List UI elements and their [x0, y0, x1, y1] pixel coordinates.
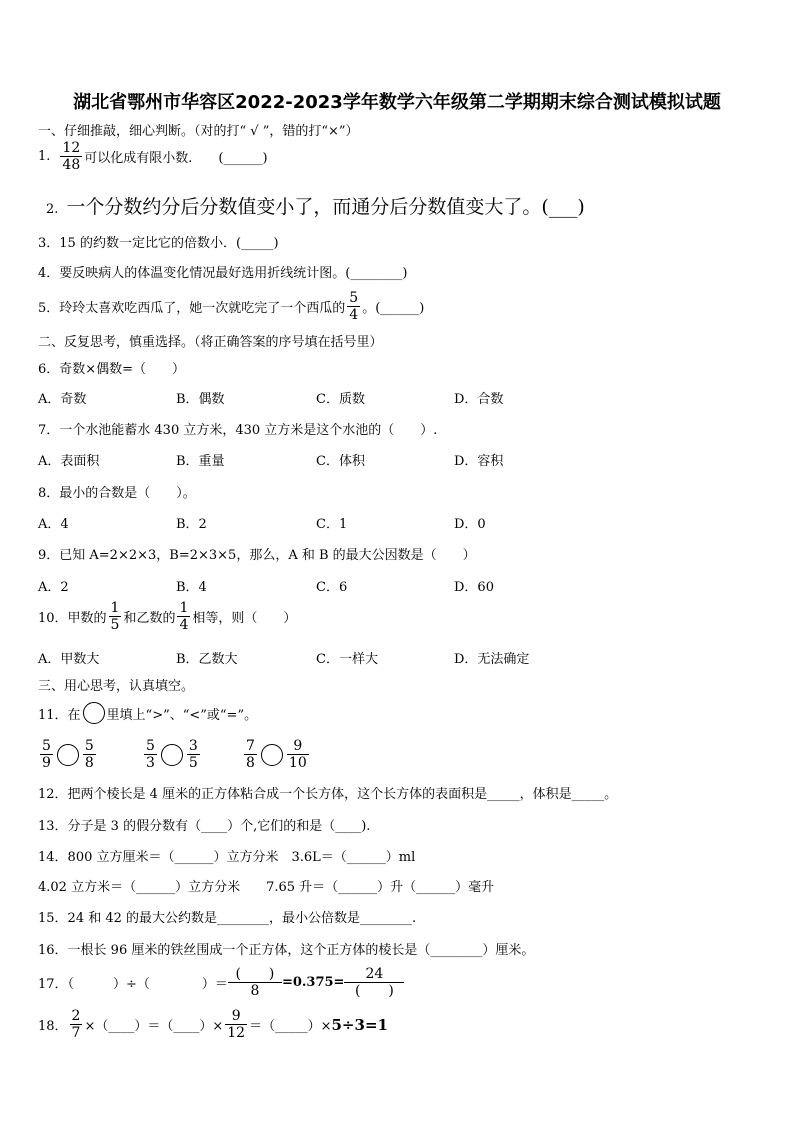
question-12: 12．把两个棱长是 4 厘米的正方体粘合成一个长方体，这个长方体的表面积是_____，体积是_____。: [38, 787, 618, 802]
question-8: 8．最小的合数是（ ）。: [38, 486, 196, 501]
q1-fraction: [60, 140, 82, 173]
q11-p1-right-num: 5: [84, 738, 94, 754]
q1-numerator: 12: [62, 140, 81, 156]
q11-text-start: 11．在: [38, 707, 81, 723]
q10-text-end: 相等，则（ ）: [192, 611, 297, 626]
q11-p2-right-den: 5: [188, 755, 198, 771]
q5-text: 5．玲玲太喜欢吃西瓜了，她一次就吃完了一个西瓜的: [38, 301, 346, 316]
q11-p1-left-den: 9: [42, 755, 51, 771]
q11-p2-right-fraction: [187, 738, 200, 771]
q11-p1-right-fraction: [83, 738, 96, 771]
q7-option-d: D．容积: [454, 454, 504, 469]
q10-f2-numerator: 1: [179, 600, 189, 616]
question-17: [38, 966, 404, 999]
q5-denominator: 4: [349, 307, 359, 323]
q8-option-d: D．0: [454, 517, 486, 532]
q18-fraction-2: [225, 1008, 247, 1041]
question-1: [38, 140, 268, 173]
q2-text: 一个分数约分后分数值变小了，而通分后分数值变大了。(___): [66, 196, 585, 218]
q10-f1-numerator: 1: [110, 600, 120, 616]
q11-p1-left-fraction: [40, 738, 53, 771]
question-14-part-1: 14．800 立方厘米＝（______）立方分米 3.6L＝（______）ml: [38, 850, 416, 865]
q9-option-d: D．60: [454, 580, 494, 595]
q18-f1-denominator: 7: [71, 1025, 81, 1041]
question-16: 16．一根长 96 厘米的铁丝围成一个正方体，这个正方体的棱长是（________）厘米。: [38, 943, 535, 958]
q17-f2-denominator: ( ): [344, 982, 404, 999]
q10-fraction-1: [109, 600, 122, 633]
q6-option-d: D．合数: [454, 392, 504, 407]
q11-p2-left-fraction: [144, 738, 157, 771]
q11-p3-left-fraction: [244, 738, 257, 771]
section-1-heading: 一、仔细推敲，细心判断。（对的打“ √ ”，错的打“×”）: [38, 124, 359, 139]
question-11: [38, 702, 257, 724]
q17-f2-numerator: 24: [365, 966, 384, 982]
q11-p2-right-num: 3: [188, 738, 198, 754]
q10-text-start: 10．甲数的: [38, 611, 107, 626]
q7-option-b: B．重量: [176, 454, 225, 469]
q18-text-end: 5÷3=1: [331, 1015, 388, 1034]
section-2-heading: 二、反复思考，慎重选择。（将正确答案的序号填在括号里）: [38, 335, 383, 350]
q1-number: 1.: [38, 149, 51, 164]
q11-comparison-3: [242, 738, 311, 771]
q10-f2-denominator: 4: [179, 617, 189, 633]
q18-fraction-1: [70, 1008, 83, 1041]
question-4: 4．要反映病人的体温变化情况最好选用折线统计图。(________): [38, 266, 408, 281]
q10-fraction-2: [177, 600, 190, 633]
q5-fraction: [347, 290, 360, 323]
q11-p1-right-den: 8: [84, 755, 94, 771]
question-15: 15．24 和 42 的最大公约数是________，最小公倍数是________.: [38, 911, 417, 926]
q17-f1-denominator: 8: [228, 982, 282, 999]
q11-p1-left-num: 5: [42, 738, 51, 754]
q17-fraction-2: [346, 966, 402, 999]
q17-text-start: 17．（ ）÷（ ）＝: [38, 977, 228, 992]
q18-f1-numerator: 2: [71, 1008, 81, 1024]
question-2: [46, 192, 585, 219]
question-14-part-2: 4.02 立方米＝（______）立方分米 7.65 升＝（______）升（______）毫升: [38, 880, 495, 895]
q11-p3-left-den: 8: [246, 755, 255, 771]
q11-p3-answer-circle[interactable]: [261, 744, 283, 766]
q7-option-c: C．体积: [316, 454, 365, 469]
section-3-heading: 三、用心思考，认真填空。: [38, 679, 195, 694]
q10-text-middle: 和乙数的: [123, 611, 176, 626]
q11-p1-answer-circle[interactable]: [57, 744, 79, 766]
q18-number: 18．: [38, 1019, 68, 1034]
q1-text: 可以化成有限小数. (______): [84, 151, 268, 166]
q9-option-b: B．4: [176, 580, 207, 595]
q11-comparison-2: [142, 738, 202, 771]
q17-text-middle: =0.375=: [281, 975, 345, 990]
q8-option-b: B．2: [176, 517, 207, 532]
q11-p2-answer-circle[interactable]: [161, 744, 183, 766]
q18-text-a: ×（____）＝（____）×: [84, 1019, 224, 1034]
comparison-circle-icon: [83, 702, 105, 724]
q11-comparison-1: [38, 738, 98, 771]
q11-p3-right-num: 9: [293, 738, 303, 754]
q17-fraction-1: [230, 966, 280, 999]
q18-f2-numerator: 9: [231, 1008, 241, 1024]
q5-numerator: 5: [349, 290, 359, 306]
q9-option-a: A．2: [38, 580, 69, 595]
q6-option-a: A．奇数: [38, 392, 87, 407]
question-13: 13．分子是 3 的假分数有（____）个,它们的和是（____).: [38, 819, 371, 834]
q8-option-c: C．1: [316, 517, 348, 532]
question-18: [38, 1008, 388, 1041]
q11-p2-left-num: 5: [146, 738, 155, 754]
q11-p3-right-den: 10: [288, 755, 307, 771]
q10-option-a: A．甲数大: [38, 652, 100, 667]
question-10: [38, 600, 296, 633]
question-7: 7．一个水池能蓄水 430 立方米，430 立方米是这个水池的（ ）.: [38, 423, 438, 438]
q1-denominator: 48: [62, 157, 81, 173]
q8-option-a: A．4: [38, 517, 69, 532]
q5-answer-blank: 。(______): [362, 301, 425, 316]
q18-f2-denominator: 12: [227, 1025, 246, 1041]
q11-p2-left-den: 3: [146, 755, 155, 771]
q7-option-a: A．表面积: [38, 454, 100, 469]
q11-text-end: 里填上“>”、“<”或“=”。: [106, 707, 258, 723]
question-9: 9．已知 A=2×2×3，B=2×3×5，那么，A 和 B 的最大公因数是（ ）: [38, 548, 476, 563]
q10-option-d: D．无法确定: [454, 652, 530, 667]
q9-option-c: C．6: [316, 580, 348, 595]
q6-option-c: C．质数: [316, 392, 365, 407]
q18-text-b: ＝（_____）×: [249, 1019, 332, 1034]
q10-option-c: C．一样大: [316, 652, 378, 667]
q11-p3-left-num: 7: [246, 738, 255, 754]
question-6: 6．奇数×偶数=（ ）: [38, 362, 186, 377]
q11-p3-right-fraction: [287, 738, 309, 771]
question-5: [38, 290, 424, 323]
q10-option-b: B．乙数大: [176, 652, 238, 667]
q17-f1-numerator: ( ): [235, 966, 275, 982]
page-title: 湖北省鄂州市华容区2022-2023学年数学六年级第二学期期末综合测试模拟试题: [73, 92, 721, 113]
question-3: 3．15 的约数一定比它的倍数小．(_____): [38, 236, 279, 251]
q2-number: 2.: [46, 202, 59, 217]
q6-option-b: B．偶数: [176, 392, 225, 407]
q10-f1-denominator: 5: [110, 617, 120, 633]
